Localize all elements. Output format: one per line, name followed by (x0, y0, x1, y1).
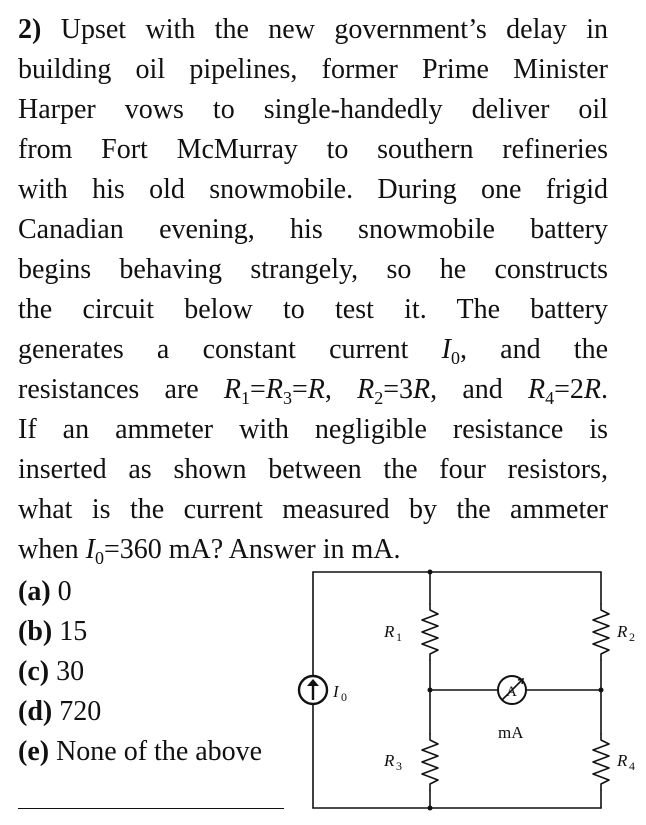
ammeter-symbol: A (506, 684, 517, 700)
question-number: 2) (18, 14, 42, 45)
svg-text:0: 0 (341, 690, 347, 704)
problem-line-4: from Fort McMurray to southern refineries (18, 134, 608, 165)
problem-line-5: with his old snowmobile. During one frigid (18, 174, 608, 205)
resistor-r2-symbol (593, 604, 609, 660)
svg-text:2: 2 (629, 630, 635, 644)
junction-top-mid (428, 570, 433, 575)
svg-text:4: 4 (629, 759, 635, 773)
choice-d[interactable]: (d) 720 (18, 696, 102, 727)
ammeter (498, 676, 526, 704)
resistor-r1-symbol (422, 604, 438, 660)
svg-text:1: 1 (396, 630, 402, 644)
problem-line-1: 2) Upset with the new government’s delay in (18, 14, 609, 45)
current-source (299, 676, 327, 704)
svg-text:R: R (617, 622, 628, 641)
r3-label (383, 751, 402, 773)
ammeter-unit-label: mA (498, 723, 524, 742)
choice-a[interactable]: (a) 0 (18, 576, 72, 607)
problem-line-11: If an ammeter with negligible resistance is (18, 414, 608, 445)
problem-line-14: when $I_0=360$ mA? Answer in mA. (18, 534, 401, 568)
choice-b[interactable]: (b) 15 (18, 616, 88, 647)
svg-text:R: R (384, 622, 395, 641)
current-source-label (332, 682, 347, 704)
problem-line-8: the circuit below to test it. The battery (18, 294, 608, 325)
resistor-r3-symbol (422, 734, 438, 790)
r1-label (383, 622, 402, 644)
junction-right-mid (599, 688, 604, 693)
choice-c[interactable]: (c) 30 (18, 656, 85, 687)
junction-bottom-mid (428, 806, 433, 811)
problem-line-12: inserted as shown between the four resistors, (18, 454, 608, 485)
resistor-r4-symbol (593, 734, 609, 790)
svg-text:R: R (617, 751, 628, 770)
junction-left-mid (428, 688, 433, 693)
problem-line-13: what is the current measured by the ammeter (18, 494, 608, 525)
problem-line-9: generates a constant current $I_0$, and the (18, 334, 609, 368)
problem-line-7: begins behaving strangely, so he constructs (18, 254, 608, 285)
problem-line-2: building oil pipelines, former Prime Minister (18, 54, 608, 85)
choice-e[interactable]: (e) None of the above (18, 736, 263, 767)
r4-label (616, 751, 635, 773)
problem-line-3: Harper vows to single-handedly deliver oil (18, 94, 608, 125)
svg-text:R: R (384, 751, 395, 770)
svg-text:I: I (333, 682, 339, 701)
problem-line-6: Canadian evening, his snowmobile battery (18, 214, 608, 245)
r2-label (616, 622, 635, 644)
svg-text:3: 3 (396, 759, 402, 773)
problem-line-10: resistances are $R_1=R_3=R$, $R_2=3R$, and $R_4=2R$. (18, 374, 608, 408)
